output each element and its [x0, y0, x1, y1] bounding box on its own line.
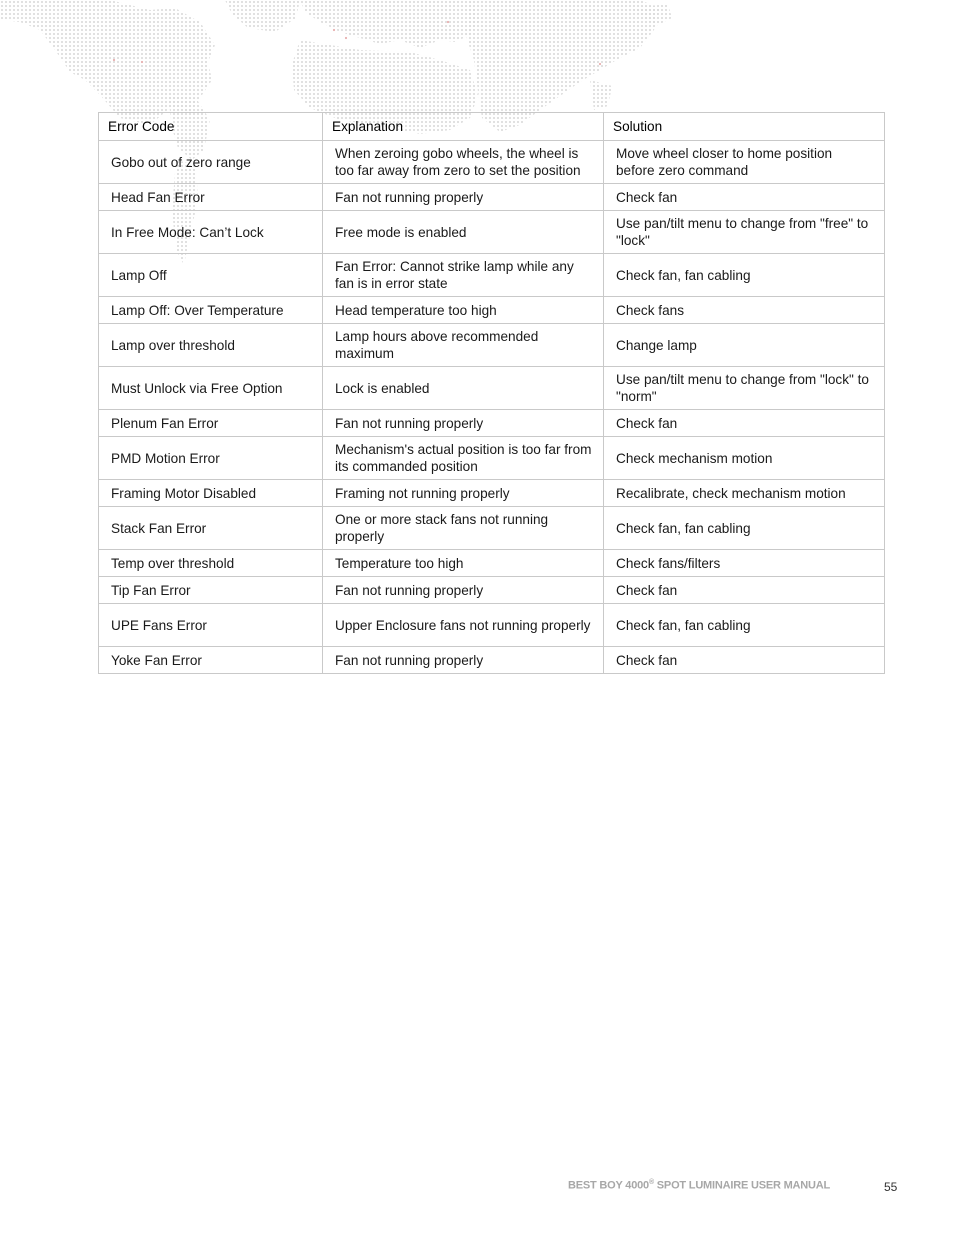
solution-cell: Check fan, fan cabling — [604, 254, 885, 297]
explanation-cell: Fan not running properly — [323, 410, 604, 437]
error-code-cell: Gobo out of zero range — [99, 141, 323, 184]
table-row — [99, 480, 885, 507]
explanation-cell: Lock is enabled — [323, 367, 604, 410]
explanation-cell: Fan Error: Cannot strike lamp while any fan is in error state — [323, 254, 604, 297]
error-code-cell: UPE Fans Error — [99, 604, 323, 647]
error-code-cell: Must Unlock via Free Option — [99, 367, 323, 410]
solution-cell: Check fans — [604, 297, 885, 324]
explanation-cell: One or more stack fans not running properly — [323, 507, 604, 550]
error-code-cell: Plenum Fan Error — [99, 410, 323, 437]
explanation-cell: Upper Enclosure fans not running properly — [323, 604, 604, 647]
table-header-row — [99, 113, 885, 141]
solution-cell: Check fan, fan cabling — [604, 507, 885, 550]
error-code-table — [98, 112, 885, 674]
footer-manual-title — [568, 1179, 830, 1192]
solution-cell: Check fans/filters — [604, 550, 885, 577]
table-row — [99, 437, 885, 480]
explanation-cell: Free mode is enabled — [323, 211, 604, 254]
solution-cell: Check fan — [604, 410, 885, 437]
header-explanation: Explanation — [323, 113, 604, 141]
explanation-cell: Head temperature too high — [323, 297, 604, 324]
footer-product-name: BEST BOY 4000 — [568, 1179, 649, 1192]
solution-cell: Move wheel closer to home position before zero command — [604, 141, 885, 184]
explanation-cell: Mechanism's actual position is too far from its commanded position — [323, 437, 604, 480]
table-row — [99, 367, 885, 410]
solution-cell: Check fan, fan cabling — [604, 604, 885, 647]
registered-trademark-mark: ® — [648, 1179, 654, 1186]
error-code-cell: Lamp over threshold — [99, 324, 323, 367]
solution-cell: Use pan/tilt menu to change from "lock" to "norm" — [604, 367, 885, 410]
solution-cell: Use pan/tilt menu to change from "free" to "lock" — [604, 211, 885, 254]
solution-cell: Check fan — [604, 184, 885, 211]
error-code-cell: In Free Mode: Can’t Lock — [99, 211, 323, 254]
table-row — [99, 550, 885, 577]
explanation-cell: Fan not running properly — [323, 577, 604, 604]
explanation-cell: Fan not running properly — [323, 184, 604, 211]
table-row — [99, 297, 885, 324]
header-error-code: Error Code — [99, 113, 323, 141]
error-code-cell: Yoke Fan Error — [99, 647, 323, 674]
explanation-cell: Temperature too high — [323, 550, 604, 577]
table-row — [99, 604, 885, 647]
table-row — [99, 324, 885, 367]
error-code-cell: Lamp Off — [99, 254, 323, 297]
error-code-cell: Framing Motor Disabled — [99, 480, 323, 507]
table-row — [99, 410, 885, 437]
explanation-cell: Lamp hours above recommended maximum — [323, 324, 604, 367]
error-code-cell: Lamp Off: Over Temperature — [99, 297, 323, 324]
table-row — [99, 577, 885, 604]
table-row — [99, 507, 885, 550]
error-code-cell: Tip Fan Error — [99, 577, 323, 604]
error-code-cell: Head Fan Error — [99, 184, 323, 211]
error-code-cell: Temp over threshold — [99, 550, 323, 577]
solution-cell: Recalibrate, check mechanism motion — [604, 480, 885, 507]
table-row — [99, 141, 885, 184]
error-code-cell: Stack Fan Error — [99, 507, 323, 550]
table-row — [99, 254, 885, 297]
solution-cell: Check mechanism motion — [604, 437, 885, 480]
explanation-cell: When zeroing gobo wheels, the wheel is too far away from zero to set the position — [323, 141, 604, 184]
table-row — [99, 647, 885, 674]
solution-cell: Change lamp — [604, 324, 885, 367]
explanation-cell: Fan not running properly — [323, 647, 604, 674]
solution-cell: Check fan — [604, 647, 885, 674]
header-solution: Solution — [604, 113, 885, 141]
footer-manual-subtitle: SPOT LUMINAIRE USER MANUAL — [653, 1179, 831, 1192]
table-row — [99, 211, 885, 254]
page-number: 55 — [884, 1180, 898, 1194]
table-row — [99, 184, 885, 211]
explanation-cell: Framing not running properly — [323, 480, 604, 507]
error-code-cell: PMD Motion Error — [99, 437, 323, 480]
solution-cell: Check fan — [604, 577, 885, 604]
